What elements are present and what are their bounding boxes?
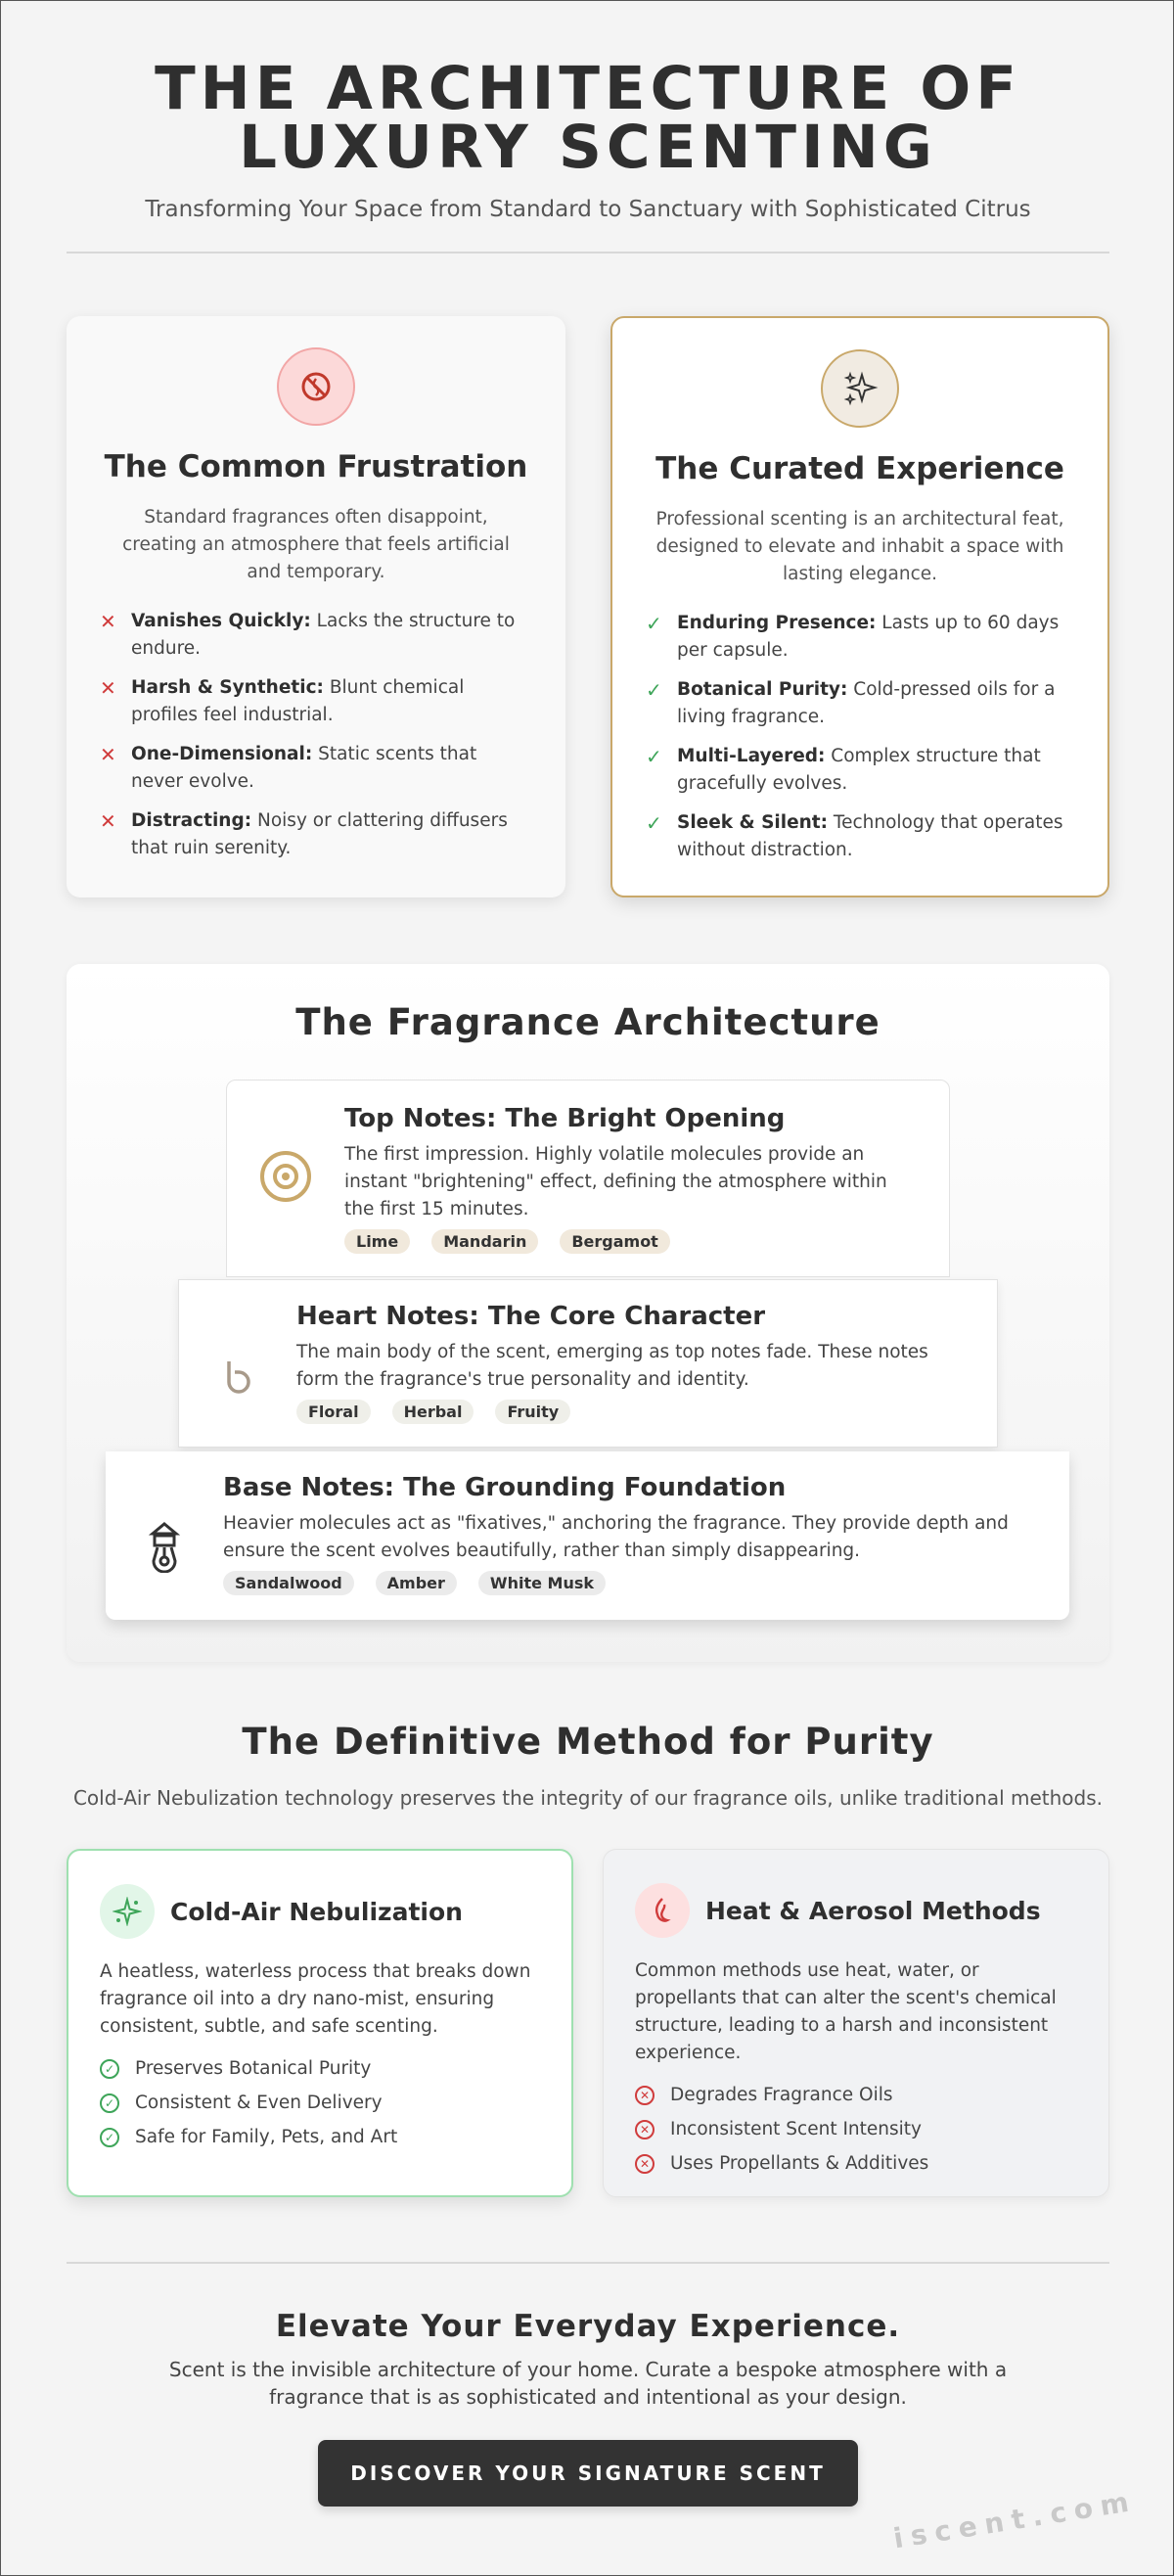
watermark: iscent.com bbox=[891, 2484, 1140, 2555]
heat-aerosol-list bbox=[635, 2085, 1077, 2174]
frustration-list bbox=[100, 608, 532, 862]
list-item: ✕ Uses Propellants & Additives bbox=[635, 2153, 1077, 2174]
base-notes-description: Heavier molecules act as "fixatives," anchoring the fragrance. They provide depth and ensure the scent evolves beautifully, rather than simply disappearing. bbox=[223, 1513, 1009, 1561]
anchor-icon bbox=[106, 1473, 223, 1573]
top-notes-tags bbox=[344, 1229, 922, 1254]
tag: Fruity bbox=[495, 1400, 570, 1424]
check-icon: ✓ bbox=[646, 745, 662, 768]
check-circle-icon: ✓ bbox=[100, 2093, 119, 2113]
list-item: ✓ Safe for Family, Pets, and Art bbox=[100, 2127, 540, 2147]
curated-list bbox=[646, 610, 1074, 864]
top-notes-title: Top Notes: The Bright Opening bbox=[344, 1104, 786, 1133]
cta-text: Scent is the invisible architecture of your home. Curate a bespoke atmosphere with a fragrance that is as sophisticated and intentional as your design. bbox=[168, 2358, 1008, 2409]
list-item: ✓ Enduring Presence: Lasts up to 60 days per capsule. bbox=[646, 610, 1074, 665]
list-item: ✕ Vanishes Quickly: Lacks the structure to endure. bbox=[100, 608, 532, 663]
check-circle-icon: ✓ bbox=[100, 2059, 119, 2079]
method-section bbox=[67, 1721, 1109, 2197]
method-title: The Definitive Method for Purity bbox=[242, 1721, 934, 1763]
list-item: ✕ Inconsistent Scent Intensity bbox=[635, 2119, 1077, 2139]
list-item: ✕ Distracting: Noisy or clattering diffusers that ruin serenity. bbox=[100, 807, 532, 862]
cross-icon: ✕ bbox=[100, 809, 116, 833]
list-item: ✕ Harsh & Synthetic: Blunt chemical profiles feel industrial. bbox=[100, 674, 532, 729]
fragrance-architecture-section bbox=[67, 964, 1109, 1662]
cross-icon: ✕ bbox=[100, 743, 116, 766]
target-icon bbox=[227, 1104, 344, 1204]
heart-notes-title: Heart Notes: The Core Character bbox=[296, 1302, 766, 1331]
frustration-card bbox=[67, 316, 565, 897]
no-fragrance-icon bbox=[277, 347, 355, 426]
heart-note-icon bbox=[179, 1302, 296, 1398]
page-container bbox=[67, 1, 1109, 2507]
tag: Sandalwood bbox=[223, 1571, 354, 1595]
x-circle-icon: ✕ bbox=[635, 2086, 655, 2105]
frustration-title: The Common Frustration bbox=[104, 449, 528, 484]
sparkle-icon bbox=[100, 1884, 155, 1939]
architecture-title: The Fragrance Architecture bbox=[295, 1001, 880, 1043]
tag: Bergamot bbox=[560, 1229, 670, 1254]
heart-notes-tags bbox=[296, 1400, 970, 1424]
check-icon: ✓ bbox=[646, 811, 662, 835]
page-title: THE ARCHITECTURE OF LUXURY SCENTING bbox=[155, 54, 1021, 182]
heat-aerosol-card bbox=[603, 1849, 1109, 2197]
cold-air-card bbox=[67, 1849, 573, 2197]
tag: White Musk bbox=[478, 1571, 606, 1595]
cold-air-description: A heatless, waterless process that breaks down fragrance oil into a dry nano-mist, ensuring consistent, subtle, and safe scenting. bbox=[100, 1961, 531, 2037]
x-circle-icon: ✕ bbox=[635, 2154, 655, 2174]
cold-air-list bbox=[100, 2058, 540, 2147]
list-item: ✓ Consistent & Even Delivery bbox=[100, 2093, 540, 2113]
heat-aerosol-header bbox=[635, 1883, 1077, 1938]
heat-aerosol-description: Common methods use heat, water, or propellants that can alter the scent's chemical structure, leading to a harsh and inconsistent experience. bbox=[635, 1960, 1057, 2063]
heart-notes-description: The main body of the scent, emerging as top notes fade. These notes form the fragrance's true personality and identity. bbox=[296, 1342, 928, 1390]
list-item: ✕ One-Dimensional: Static scents that never evolve. bbox=[100, 741, 532, 796]
cold-air-header bbox=[100, 1884, 540, 1939]
check-circle-icon: ✓ bbox=[100, 2128, 119, 2147]
list-item: ✕ Degrades Fragrance Oils bbox=[635, 2085, 1077, 2105]
curated-description: Professional scenting is an architectural feat, designed to elevate and inhabit a space with lasting elegance. bbox=[655, 509, 1064, 584]
check-icon: ✓ bbox=[646, 612, 662, 635]
tag: Lime bbox=[344, 1229, 410, 1254]
sparkles-icon bbox=[821, 349, 899, 428]
list-item: ✓ Multi-Layered: Complex structure that gracefully evolves. bbox=[646, 743, 1074, 798]
cta-title: Elevate Your Everyday Experience. bbox=[275, 2309, 901, 2344]
top-notes-description: The first impression. Highly volatile molecules provide an instant "brightening" effect, defining the atmosphere within the first 15 minutes. bbox=[344, 1144, 887, 1219]
tag: Floral bbox=[296, 1400, 371, 1424]
tag: Amber bbox=[376, 1571, 457, 1595]
x-circle-icon: ✕ bbox=[635, 2120, 655, 2139]
curated-card bbox=[610, 316, 1109, 897]
cold-air-title: Cold-Air Nebulization bbox=[170, 1897, 463, 1926]
divider bbox=[67, 2262, 1109, 2264]
discover-scent-button[interactable]: DISCOVER YOUR SIGNATURE SCENT bbox=[318, 2440, 858, 2507]
list-item: ✓ Botanical Purity: Cold-pressed oils for a living fragrance. bbox=[646, 676, 1074, 731]
cta-section bbox=[67, 2309, 1109, 2507]
cross-icon: ✕ bbox=[100, 676, 116, 700]
method-subtitle: Cold-Air Nebulization technology preserves the integrity of our fragrance oils, unlike traditional methods. bbox=[72, 1786, 1104, 1810]
base-notes-title: Base Notes: The Grounding Foundation bbox=[223, 1473, 787, 1502]
hero bbox=[67, 1, 1109, 253]
frustration-description: Standard fragrances often disappoint, creating an atmosphere that feels artificial and temporary. bbox=[122, 507, 510, 582]
cross-icon: ✕ bbox=[100, 610, 116, 633]
method-cards bbox=[67, 1849, 1109, 2197]
top-notes-card bbox=[226, 1080, 950, 1277]
divider bbox=[67, 252, 1109, 253]
tag: Herbal bbox=[392, 1400, 474, 1424]
curated-title: The Curated Experience bbox=[655, 451, 1064, 486]
list-item: ✓ Preserves Botanical Purity bbox=[100, 2058, 540, 2079]
flame-icon bbox=[635, 1883, 690, 1938]
comparison-section bbox=[67, 316, 1109, 897]
heat-aerosol-title: Heat & Aerosol Methods bbox=[705, 1896, 1041, 1925]
list-item: ✓ Sleek & Silent: Technology that operates without distraction. bbox=[646, 809, 1074, 864]
heart-notes-card bbox=[178, 1279, 998, 1448]
base-notes-card bbox=[106, 1451, 1069, 1620]
page-subtitle: Transforming Your Space from Standard to Sanctuary with Sophisticated Citrus bbox=[145, 197, 1031, 222]
base-notes-tags bbox=[223, 1571, 1042, 1595]
check-icon: ✓ bbox=[646, 678, 662, 702]
tag: Mandarin bbox=[431, 1229, 538, 1254]
